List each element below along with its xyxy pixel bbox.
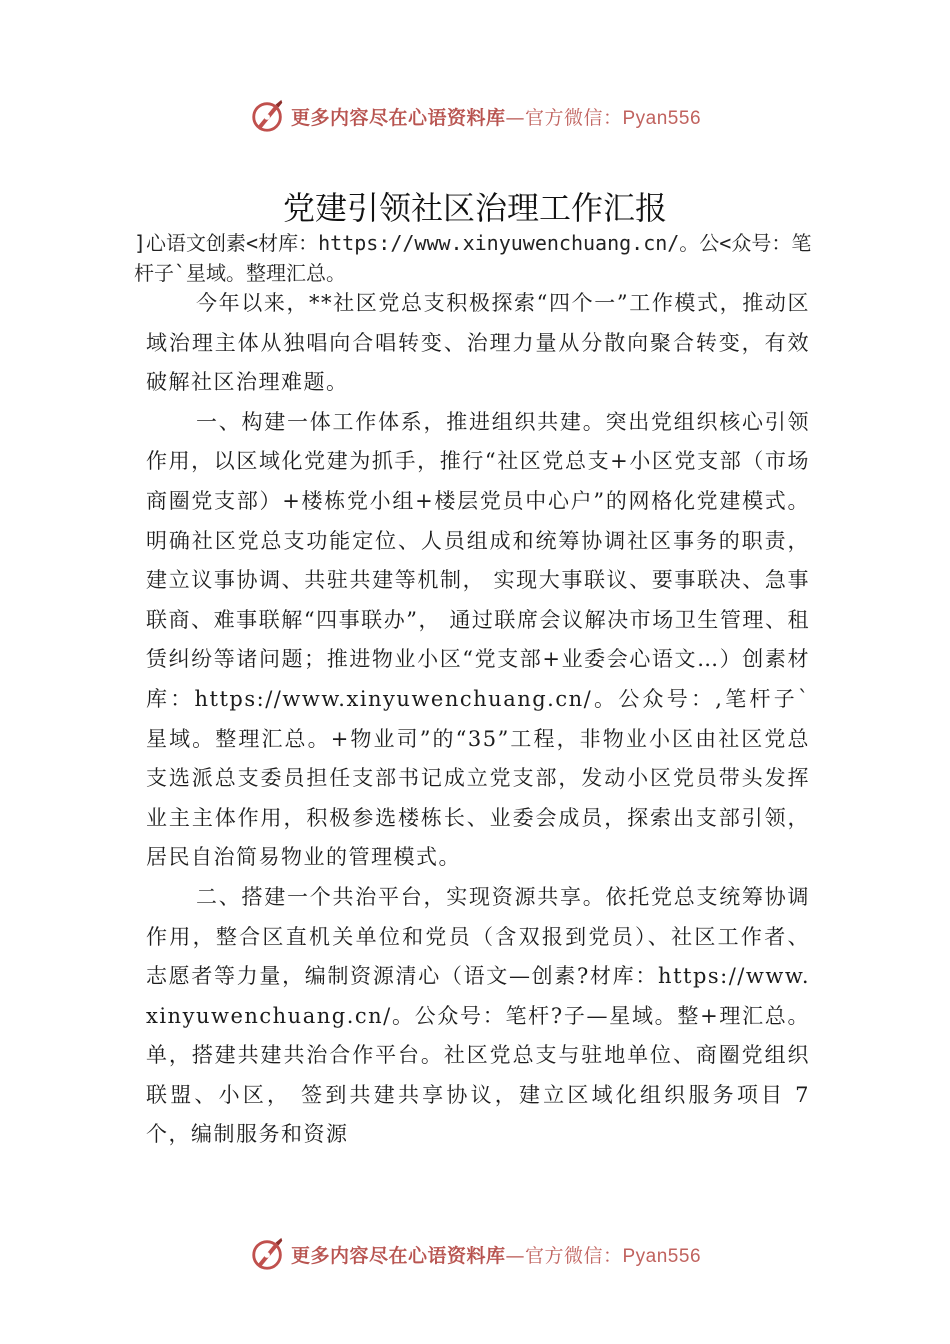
watermark-text: [291, 1241, 701, 1268]
document-title: 党建引领社区治理工作汇报: [282, 189, 667, 227]
paragraph-section-1: 一、构建一体工作体系，推进组织共建。突出党组织核心引领作用，以区域化党建为抓手，推行“社区党总支+小区党支部（市场商圈党支部）+楼栋党小组+楼层党员中心户”的网格化党建模式。明确社区党总支功能定位、人员组成和统筹协调社区事务的职责，建立议事协调、共驻共建等机制， 实现大事联议、要事联决、急事联商、难事联解“四事联办”， 通过联席会议解决市场卫生管理、租赁纠纷等诸问题；推进物业小区“党支部+业委会心语文…）创素材库：https://www.xinyuwenchuang.cn/。公众号：,笔杆子`星域。整理汇总。+物业司”的“35”工程，非物业小区由社区党总支选派总支委员担任支部书记成立党支部，发动小区党员带头发挥业主主体作用，积极参选楼栋长、业委会成员，探索出支部引领，居民自治简易物业的管理模式。: [146, 409, 810, 870]
watermark-contact: 官方微信：Pyan556: [525, 107, 702, 129]
watermark-separator: —: [505, 106, 525, 129]
watermark-brand: 更多内容尽在心语资料库: [290, 106, 506, 129]
header-watermark: [0, 96, 950, 136]
paragraph-section-2: 二、搭建一个共治平台，实现资源共享。依托党总支统筹协调作用，整合区直机关单位和党员（含双报到党员）、社区工作者、志愿者等力量，编制资源清心（语文—创素?材库：https://www.xinyuwenchuang.cn/。公众号：笔杆?子—星域。整+理汇总。单，搭建共建共治合作平台。社区党总支与驻地单位、商圈党组织联盟、小区， 签到共建共享协议，建立区域化组织服务项目 7 个，编制服务和资源: [146, 884, 810, 1147]
quill-seal-icon: [249, 97, 287, 135]
paragraph-intro: 今年以来，**社区党总支积极探索“四个一”工作模式，推动区域治理主体从独唱向合唱转变、治理力量从分散向聚合转变，有效破解社区治理难题。: [146, 291, 810, 395]
document-body: [146, 284, 810, 1155]
footer-watermark: [0, 1234, 950, 1274]
quill-seal-icon: [249, 1235, 287, 1273]
watermark-separator: —: [505, 1244, 525, 1267]
watermark-text: [291, 103, 701, 130]
source-note: ]心语文创素<材库：https://www.xinyuwenchuang.cn/。公<众号：笔杆子`星域。整理汇总。: [134, 231, 812, 285]
watermark-contact: 官方微信：Pyan556: [525, 1245, 702, 1267]
watermark-brand: 更多内容尽在心语资料库: [290, 1244, 506, 1267]
